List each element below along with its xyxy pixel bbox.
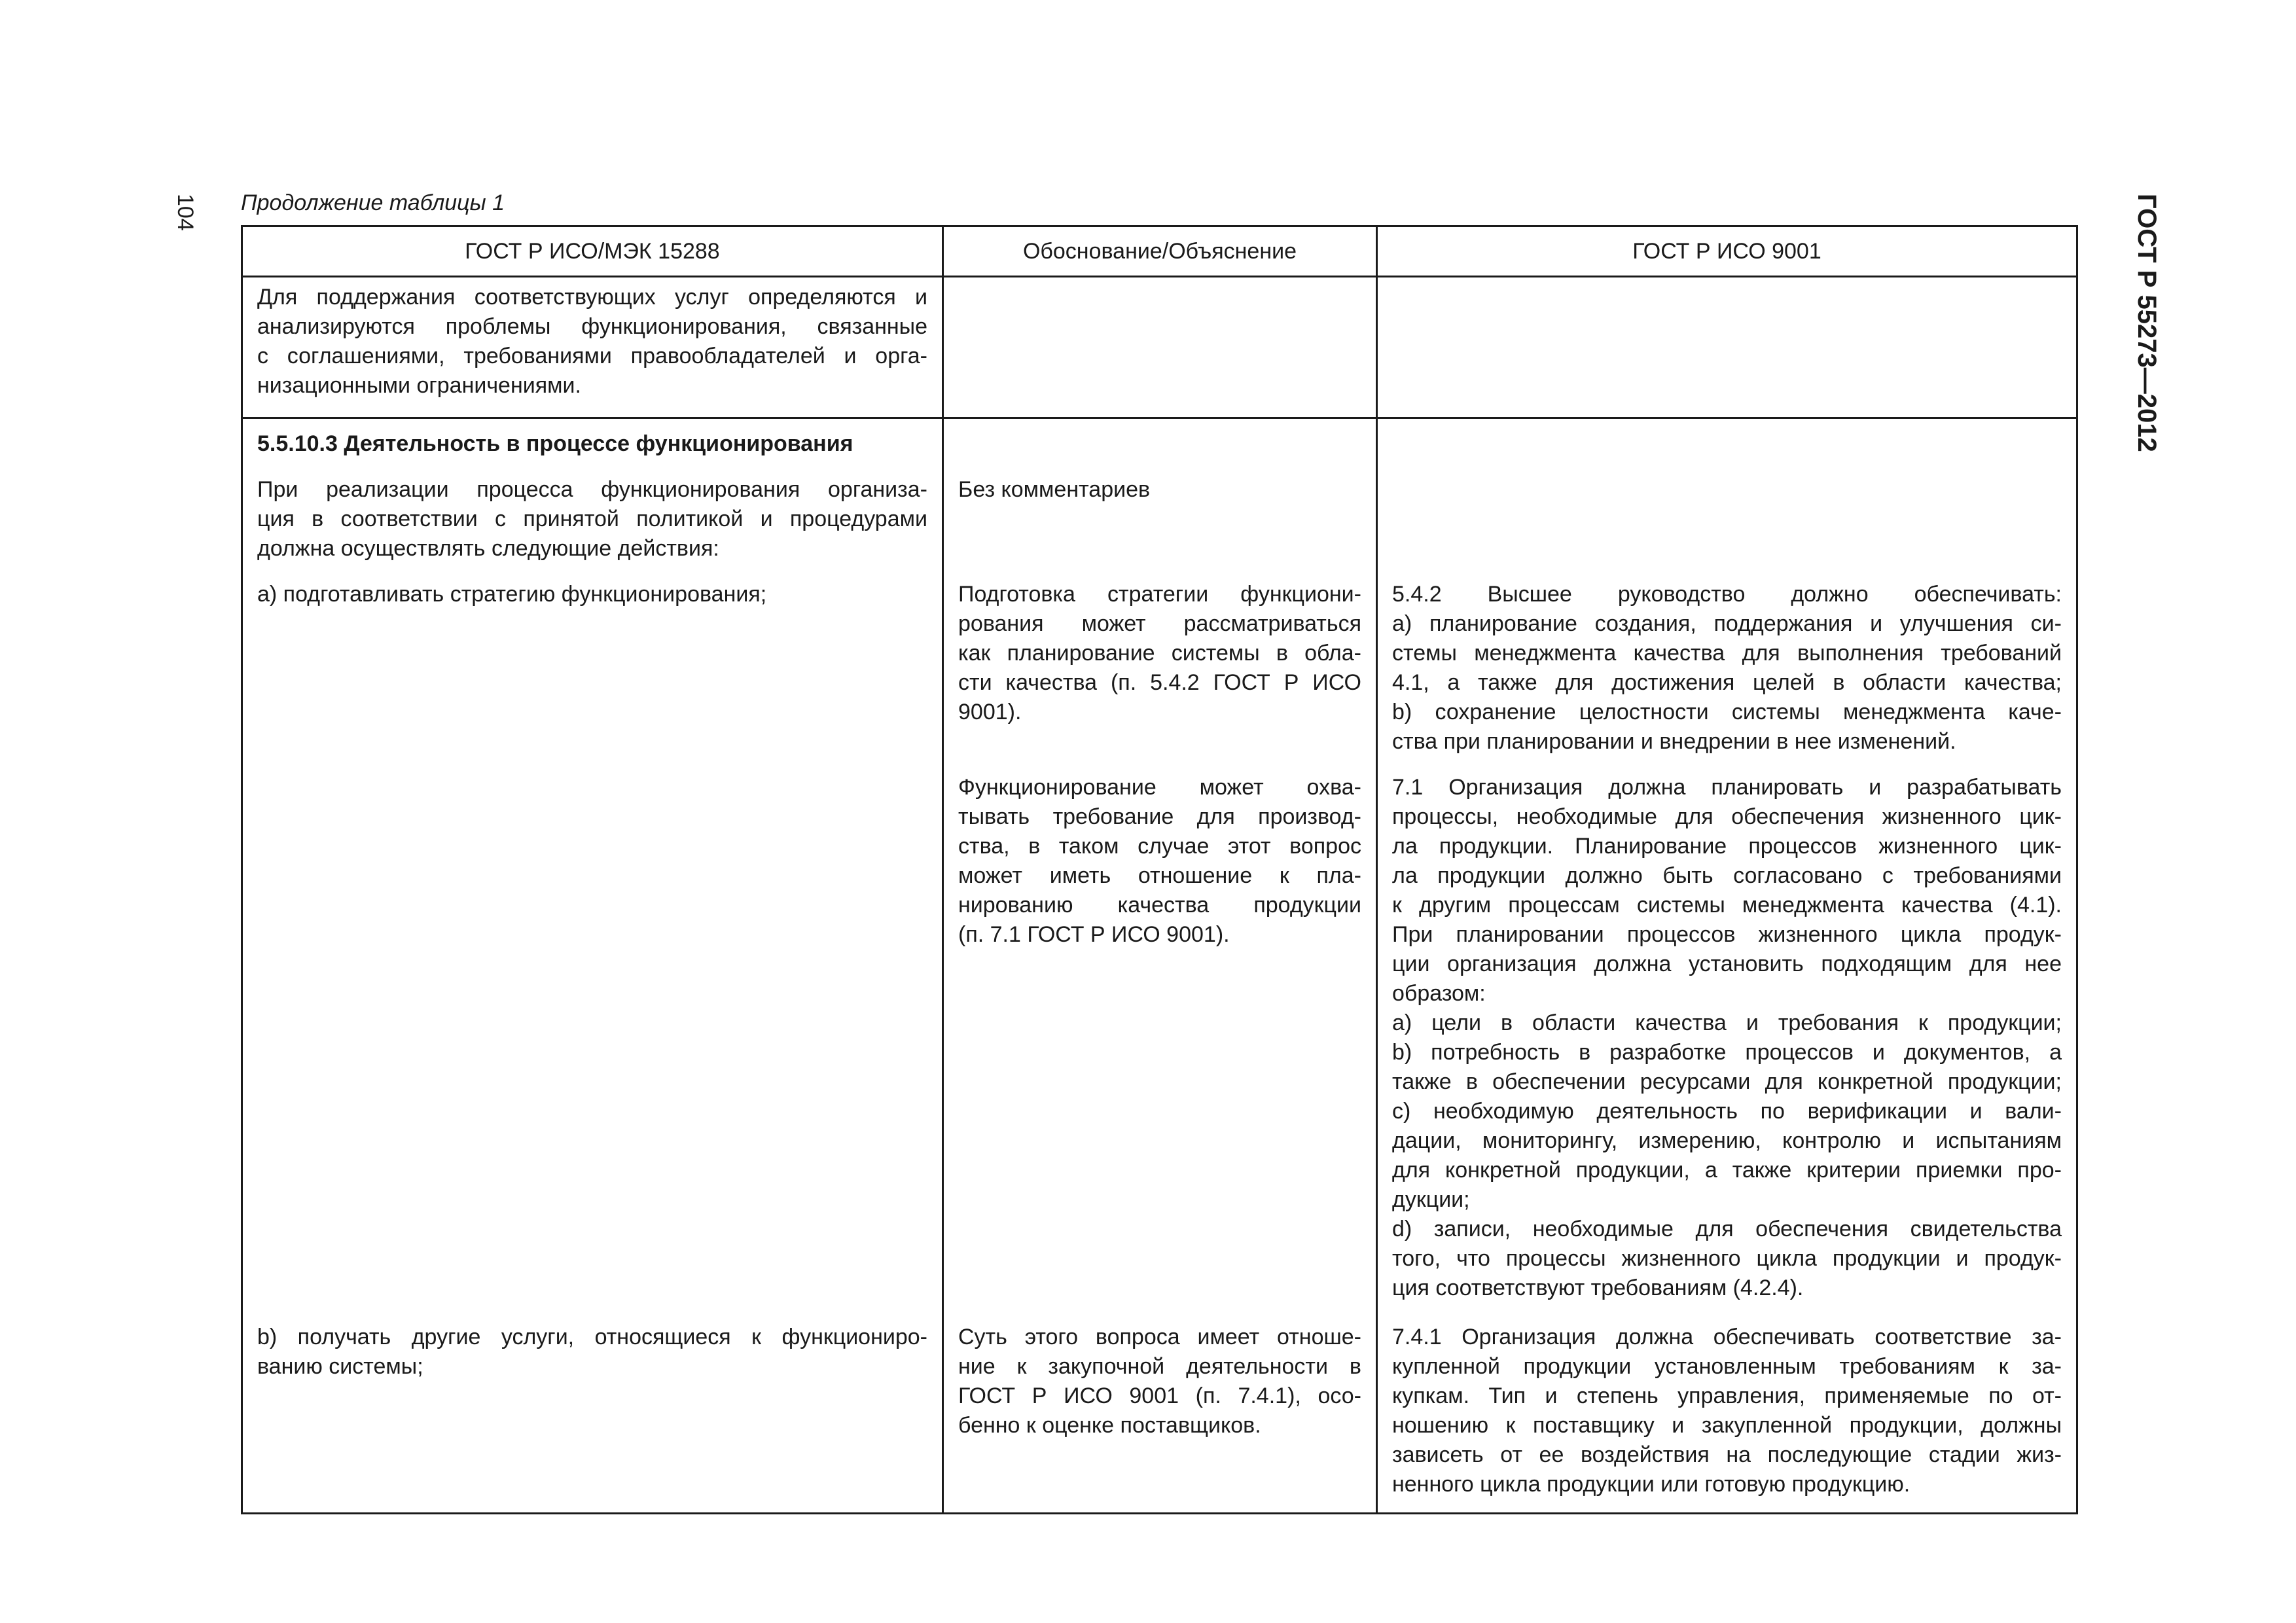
text-line: 7.1 Организация должна планировать и разрабатывать	[1392, 775, 2062, 800]
table-row	[242, 277, 2077, 418]
table-cell	[242, 418, 943, 476]
text-line: как планирование системы в обла-	[958, 641, 1361, 666]
text-line: c) необходимую деятельность по верификации и вали-	[1392, 1099, 2062, 1124]
table-row	[242, 580, 2077, 773]
text-line: При реализации процесса функционирования организа-	[257, 477, 927, 502]
text-line: b) получать другие услуги, относящиеся к функциониро-	[257, 1325, 927, 1349]
text-line: тывать требование для производ-	[958, 804, 1361, 829]
table-cell	[242, 580, 943, 773]
text-line: зависеть от ее воздействия на последующие стадии жиз-	[1392, 1442, 2062, 1467]
cell-text	[958, 580, 1361, 727]
cell-text	[257, 283, 927, 401]
cell-text	[1392, 773, 2062, 1303]
cell-text	[958, 1323, 1361, 1440]
text-line: с соглашениями, требованиями правообладателей и орга-	[257, 344, 927, 368]
text-line: также в обеспечении ресурсами для конкретной продукции;	[1392, 1069, 2062, 1094]
table-cell	[1377, 773, 2077, 1323]
section-heading: 5.5.10.3 Деятельность в процессе функционирования	[257, 431, 853, 456]
table-row	[242, 475, 2077, 580]
text-line: анализируются проблемы функционирования, связанные	[257, 314, 927, 339]
page-number: 104	[173, 194, 198, 231]
table-cell	[242, 277, 943, 418]
table-cell	[1377, 1323, 2077, 1514]
text-line: купкам. Тип и степень управления, применяемые по от-	[1392, 1383, 2062, 1408]
text-line: ГОСТ Р ИСО 9001 (п. 7.4.1), осо-	[958, 1383, 1361, 1408]
table-cell	[943, 277, 1377, 418]
comparison-table	[241, 225, 2078, 1514]
document-id: ГОСТ Р 55273—2012	[2132, 194, 2161, 452]
text-line: 5.4.2 Высшее руководство должно обеспечивать:	[1392, 582, 2062, 607]
text-line: 9001).	[958, 700, 1022, 724]
text-line: ненного цикла продукции или готовую продукцию.	[1392, 1472, 1910, 1497]
text-line: 4.1, а также для достижения целей в области качества;	[1392, 670, 2062, 695]
text-line: стемы менеджмента качества для выполнения требований	[1392, 641, 2062, 666]
table-cell	[943, 418, 1377, 476]
text-line: нированию качества продукции	[958, 893, 1361, 918]
text-line: ции организация должна установить подходящим для нее	[1392, 952, 2062, 976]
text-line: a) планирование создания, поддержания и улучшения си-	[1392, 611, 2062, 636]
table-row	[242, 418, 2077, 476]
table-cell	[1377, 418, 2077, 476]
table-row	[242, 773, 2077, 1323]
table-cell	[242, 475, 943, 580]
text-line: b) сохранение целостности системы менеджмента каче-	[1392, 700, 2062, 724]
cell-text	[1392, 1323, 2062, 1499]
table-cell	[943, 580, 1377, 773]
header-justification: Обоснование/Объяснение	[943, 226, 1377, 277]
cell-text	[257, 1323, 927, 1382]
text-line: низационными ограничениями.	[257, 373, 581, 398]
table-cell	[943, 1323, 1377, 1514]
header-gost-iso-9001: ГОСТ Р ИСО 9001	[1377, 226, 2077, 277]
table-header-row	[242, 226, 2077, 277]
text-line: процессы, необходимые для обеспечения жизненного цик-	[1392, 804, 2062, 829]
cell-text	[958, 475, 1361, 505]
table-cell	[943, 773, 1377, 1323]
cell-text	[958, 773, 1361, 950]
text-line: ние к закупочной деятельности в	[958, 1354, 1361, 1379]
text-line: ла продукции. Планирование процессов жизненного цик-	[1392, 834, 2062, 859]
text-line: дукции;	[1392, 1187, 1470, 1212]
table-row	[242, 1323, 2077, 1514]
table-cell	[1377, 580, 2077, 773]
cell-text	[1392, 580, 2062, 757]
text-line: рования может рассматриваться	[958, 611, 1361, 636]
text-line: купленной продукции установленным требованиям к за-	[1392, 1354, 2062, 1379]
text-line: b) потребность в разработке процессов и документов, а	[1392, 1040, 2062, 1065]
text-line: дации, мониторингу, измерению, контролю и испытаниям	[1392, 1128, 2062, 1153]
text-line: того, что процессы жизненного цикла продукции и продук-	[1392, 1246, 2062, 1271]
table-cell	[943, 475, 1377, 580]
cell-text	[257, 475, 927, 563]
text-line: ношению к поставщику и закупленной продукции, должны	[1392, 1413, 2062, 1438]
text-line: Для поддержания соответствующих услуг определяются и	[257, 285, 927, 310]
text-line: ванию системы;	[257, 1354, 423, 1379]
table-caption: Продолжение таблицы 1	[241, 190, 505, 215]
text-line: должна осуществлять следующие действия:	[257, 536, 719, 561]
text-line: ства, в таком случае этот вопрос	[958, 834, 1361, 859]
text-line: (п. 7.1 ГОСТ Р ИСО 9001).	[958, 922, 1230, 947]
text-line: ция соответствуют требованиям (4.2.4).	[1392, 1275, 1804, 1300]
text-line: a) цели в области качества и требования к продукции;	[1392, 1010, 2062, 1035]
text-line: Подготовка стратегии функциони-	[958, 582, 1361, 607]
text-line: ция в соответствии с принятой политикой и процедурами	[257, 507, 927, 531]
text-line: 7.4.1 Организация должна обеспечивать соответствие за-	[1392, 1325, 2062, 1349]
cell-text	[257, 580, 927, 609]
text-line: Суть этого вопроса имеет отноше-	[958, 1325, 1361, 1349]
table-cell	[242, 1323, 943, 1514]
text-line: для конкретной продукции, а также критерии приемки про-	[1392, 1158, 2062, 1183]
text-line: к другим процессам системы менеджмента качества (4.1).	[1392, 893, 2062, 918]
text-line: сти качества (п. 5.4.2 ГОСТ Р ИСО	[958, 670, 1361, 695]
text-line: может иметь отношение к пла-	[958, 863, 1361, 888]
text-line: d) записи, необходимые для обеспечения свидетельства	[1392, 1217, 2062, 1241]
text-line: бенно к оценке поставщиков.	[958, 1413, 1261, 1438]
text-line: образом:	[1392, 981, 1486, 1006]
table-cell	[1377, 475, 2077, 580]
text-line: Функционирование может охва-	[958, 775, 1361, 800]
text-line: а) подготавливать стратегию функционирования;	[257, 582, 767, 607]
text-line: При планировании процессов жизненного цикла продук-	[1392, 922, 2062, 947]
text-line: Без комментариев	[958, 477, 1151, 502]
text-line: ла продукции должно быть согласовано с требованиями	[1392, 863, 2062, 888]
table-cell	[1377, 277, 2077, 418]
table-cell	[242, 773, 943, 1323]
header-gost-iso-iec-15288: ГОСТ Р ИСО/МЭК 15288	[242, 226, 943, 277]
text-line: ства при планировании и внедрении в нее изменений.	[1392, 729, 1956, 754]
